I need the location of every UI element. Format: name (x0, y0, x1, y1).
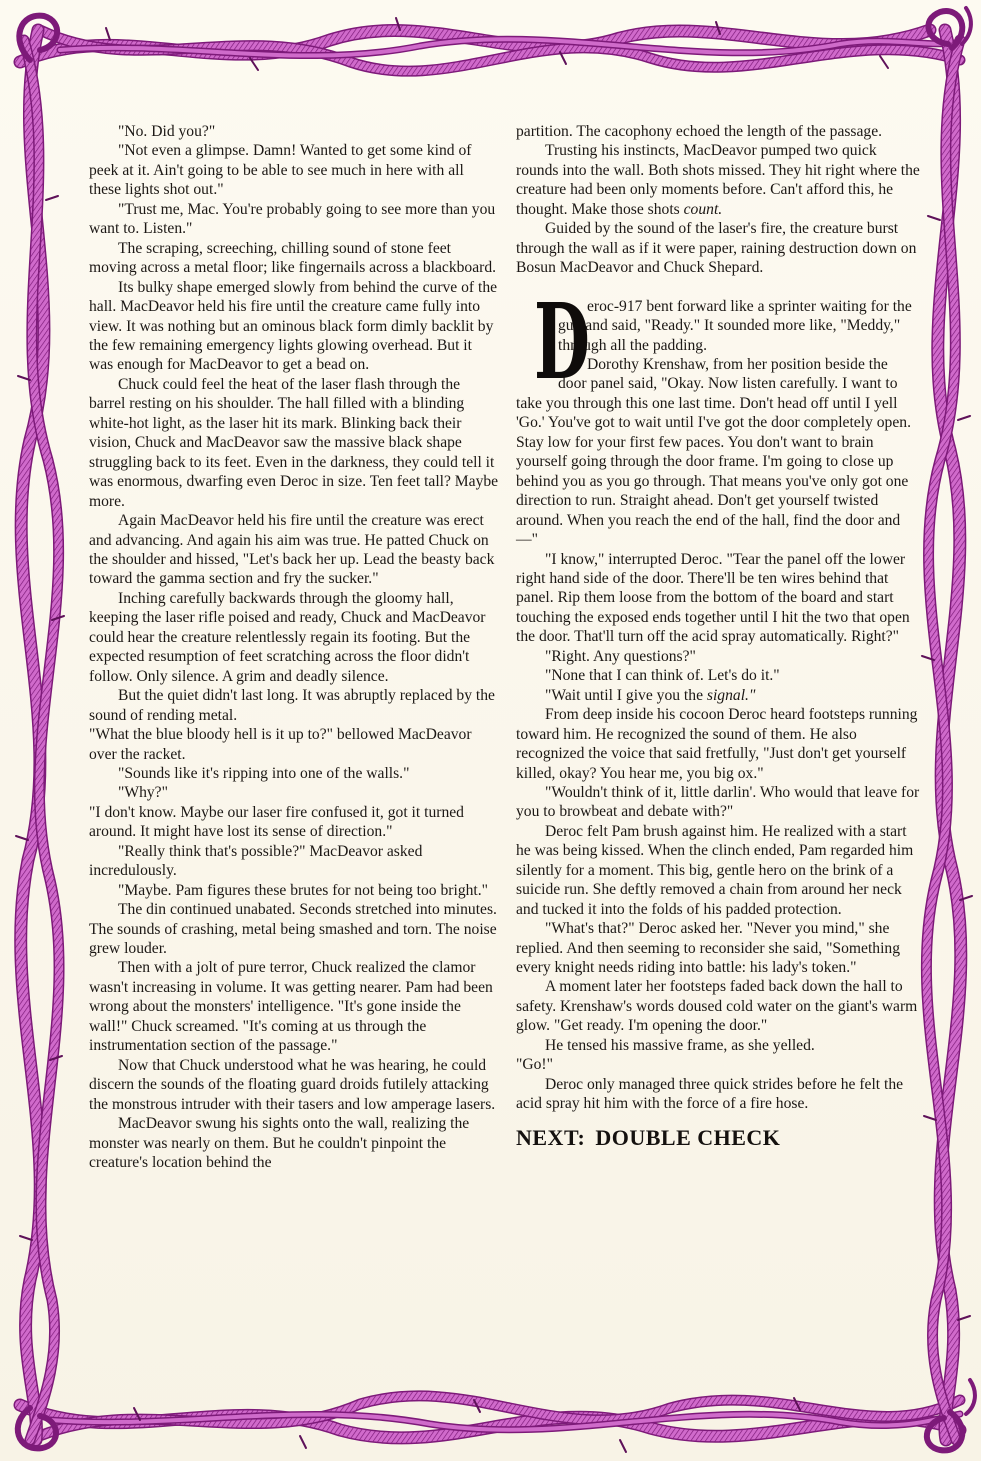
paragraph-text: "What's that?" Deroc asked her. "Never you mind," she replied. And then seeming to reconsider she said, "Something every knight needs riding into battle: his lady's token." (516, 920, 901, 977)
paragraph-text: Its bulky shape emerged slowly from behind the curve of the hall. MacDeavor held his fire until the creature came fully into view. It was nothing but an ominous black form dimly backlit by the few remaining emergency lights glowing overhead. But it was enough for MacDeavor to get a bead on. (89, 278, 498, 374)
story-paragraph (516, 977, 920, 1035)
story-paragraph (516, 1055, 920, 1074)
story-paragraph (516, 686, 920, 705)
paragraph-text: "Wait until I give you the (545, 686, 703, 704)
story-paragraph (89, 764, 499, 783)
paragraph-text: partition. The cacophony echoed the length of the passage. (516, 123, 883, 140)
story-paragraph (89, 239, 499, 278)
paragraph-text: Dorothy Krenshaw, from her position beside the door panel said, "Okay. Now listen carefully. I want to take you through this one last time. Don't head off until I yell 'Go.' You've got to wait until I've got the door completely open. Stay low for your first few paces. You don't want to brain yourself going through the door frame. I'm going to close up behind you as you go through. That means you've only got one direction to run. Straight ahead. Don't get yourself twisted around. When you reach the end of the hall, find the door and —" (516, 355, 911, 549)
story-paragraph (89, 842, 499, 881)
story-paragraph (516, 647, 920, 666)
story-paragraph (516, 1075, 920, 1114)
story-paragraph (89, 200, 499, 239)
story-paragraph (89, 725, 499, 764)
story-paragraph (89, 900, 499, 958)
section-opening (516, 279, 920, 403)
paragraph-text: The scraping, screeching, chilling sound of stone feet moving across a metal floor; like fingernails across a blackboard. (89, 239, 497, 277)
paragraph-text: A moment later her footsteps faded back down the hall to safety. Krenshaw's words doused cold water on the giant's warm glow. "Get ready. I'm opening the door." (516, 978, 918, 1035)
story-paragraph (516, 1036, 920, 1055)
italic-emphasis: count. (683, 200, 723, 218)
paragraph-text: Deroc only managed three quick strides before he felt the acid spray hit him with the force of a fire hose. (516, 1075, 904, 1113)
story-paragraph (89, 122, 499, 141)
paragraph-text: Now that Chuck understood what he was hearing, he could discern the sounds of the floating guard droids futilely attacking the monstrous intruder with their tasers and low amperage lasers. (89, 1056, 496, 1113)
story-paragraph (89, 686, 499, 725)
paragraph-text: Deroc felt Pam brush against him. He realized with a start he was being kissed. When the clinch ended, Pam regarded him silently for a moment. This big, gentle hero on the brink of a suicide run. She deftly removed a chain from around her neck and tucked it into the folds of his padded protection. (516, 822, 914, 918)
story-paragraph (89, 1114, 499, 1172)
next-label: NEXT: (516, 1124, 586, 1150)
paragraph-text: "I know," interrupted Deroc. "Tear the panel off the lower right hand side of the door. There'll be ten wires behind that panel. Rip them loose from the bottom of the board and start touching the exposed ends together until I hit the two that open the door. That'll turn off the acid spray automatically. Right?" (516, 550, 910, 646)
paragraph-text: "Go!" (516, 1056, 553, 1074)
story-paragraph (516, 141, 920, 219)
story-paragraph (516, 550, 920, 647)
story-paragraph (516, 219, 920, 277)
paragraph-text: "What the blue bloody hell is it up to?" bellowed MacDeavor over the racket. (89, 726, 472, 763)
paragraph-text: "None that I can think of. Let's do it." (545, 667, 780, 685)
paragraph-text: He tensed his massive frame, as she yelled. (545, 1036, 815, 1054)
story-paragraph (516, 122, 920, 141)
paragraph-text: "Wouldn't think of it, little darlin'. Who would that leave for you to browbeat and debate with?" (516, 783, 920, 821)
story-paragraph (516, 822, 920, 919)
paragraph-text: "Not even a glimpse. Damn! Wanted to get some kind of peek at it. Ain't going to be able to see much in here with all these lights shot out." (89, 142, 472, 199)
story-paragraph (89, 511, 499, 589)
story-paragraph (516, 919, 920, 977)
next-installment-heading (516, 1124, 920, 1150)
story-paragraph (516, 783, 920, 822)
paragraph-text: The din continued unabated. Seconds stretched into minutes. The sounds of crashing, metal being smashed and torn. The noise grew louder. (89, 901, 497, 958)
paragraph-text: "Sounds like it's ripping into one of the walls." (118, 764, 410, 782)
paragraph-text: From deep inside his cocoon Deroc heard footsteps running toward him. He recognized the sound of them. He also recognized the voice that said fretfully, "Just don't get yourself killed, okay? You hear me, you big ox." (516, 706, 918, 782)
paragraph-text: Guided by the sound of the laser's fire, the creature burst through the wall as if it were paper, raining destruction down on Bosun MacDeavor and Chuck Shepard. (516, 220, 917, 277)
paragraph-text: Again MacDeavor held his fire until the creature was erect and advancing. And again his aim was true. He patted Chuck on the shoulder and hissed, "Let's back her up. Lead the beasty back toward the gamma section and fry the sucker." (89, 512, 495, 588)
paragraph-text: "Really think that's possible?" MacDeavor asked incredulously. (89, 842, 423, 880)
story-paragraph (89, 589, 499, 686)
paragraph-text: Then with a jolt of pure terror, Chuck realized the clamor wasn't increasing in volume. It was getting nearer. Pam had been wrong about the monsters' intelligence. "It's gone inside the wall!" Chuck screamed. "It's coming at us through the instrumentation section of the passage." (89, 959, 493, 1055)
story-paragraph (89, 375, 499, 511)
paragraph-text: Trusting his instincts, MacDeavor pumped two quick rounds into the wall. Both shots missed. They hit right where the creature had been only moments before. Can't afford this, he thought. Make those shots (516, 142, 920, 218)
paragraph-text: "No. Did you?" (118, 123, 216, 140)
story-paragraph (89, 141, 499, 199)
drop-cap-letter: D (533, 279, 590, 403)
drop-cap-paragraph-text: eroc-917 bent forward like a sprinter waiting for the gun and said, "Ready." It sounded more like, "Meddy," through all the padding. (558, 297, 912, 354)
italic-emphasis: signal." (706, 686, 756, 704)
story-paragraph (89, 881, 499, 900)
paragraph-text: MacDeavor swung his sights onto the wall, realizing the monster was nearly on them. But he couldn't pinpoint the creature's location behind the (89, 1115, 470, 1172)
paragraph-text: But the quiet didn't last long. It was abruptly replaced by the sound of rending metal. (89, 687, 495, 724)
paragraph-text: Chuck could feel the heat of the laser flash through the barrel resting on his shoulder. The hall filled with a blinding white-hot light, as the laser hit its mark. Blinking back their vision, Chuck and MacDeavor saw the massive black shape struggling back to its feet. Even in the darkness, they could tell it was enormous, dwarfing even Deroc in size. Ten feet tall? Maybe more. (89, 375, 499, 510)
story-paragraph (89, 278, 499, 375)
story-paragraph (89, 958, 499, 1055)
paragraph-text: "Right. Any questions?" (545, 647, 696, 665)
paragraph-text: "Maybe. Pam figures these brutes for not being too bright." (118, 881, 489, 899)
paragraph-text: "Why?" (118, 784, 168, 802)
story-paragraph (89, 1056, 499, 1114)
story-paragraph (516, 666, 920, 685)
paragraph-text: "I don't know. Maybe our laser fire confused it, got it turned around. It might have lost its sense of direction." (89, 803, 464, 841)
story-paragraph (516, 705, 920, 783)
right-text-column (516, 122, 920, 1150)
paragraph-text: "Trust me, Mac. You're probably going to see more than you want to. Listen." (89, 200, 496, 238)
left-text-column (89, 122, 499, 1172)
story-paragraph (89, 803, 499, 842)
story-paragraph (89, 783, 499, 802)
paragraph-text: Inching carefully backwards through the gloomy hall, keeping the laser rifle poised and ready, Chuck and MacDeavor could hear the creature relentlessly regain its footing. But the expected resumption of feet scratching across the floor didn't follow. Only silence. A grim and deadly silence. (89, 589, 486, 685)
next-title: DOUBLE CHECK (595, 1124, 781, 1150)
